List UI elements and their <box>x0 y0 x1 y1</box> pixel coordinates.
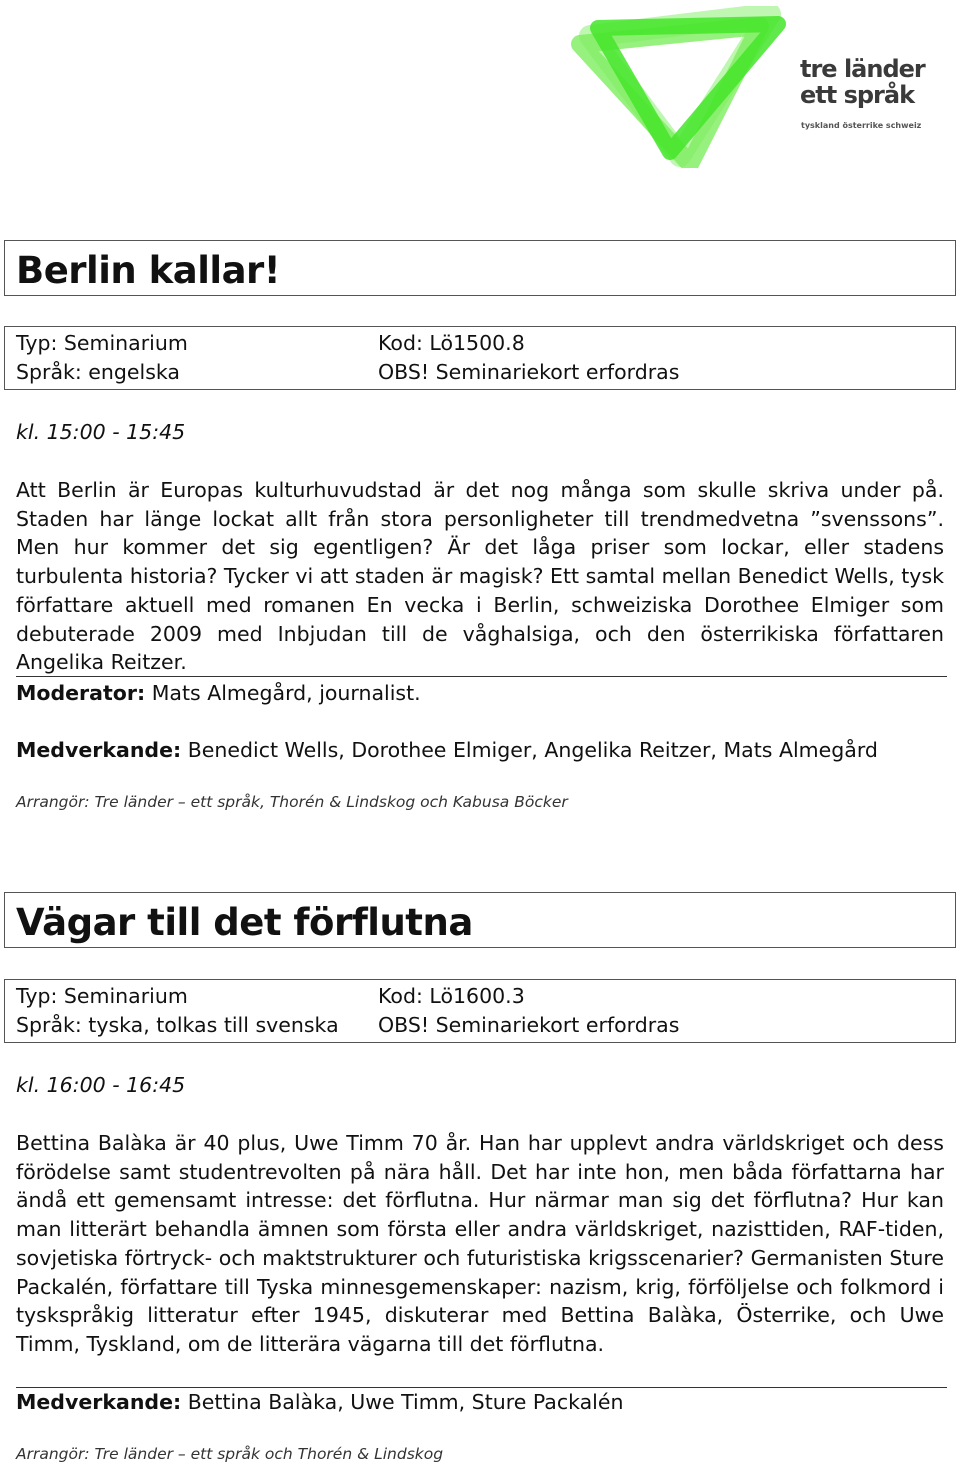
tre-lander-logo-mark <box>570 6 798 168</box>
event-type: Typ: Seminarium <box>16 331 188 355</box>
moderator-label: Moderator: <box>16 681 146 705</box>
event-language: Språk: engelska <box>16 360 180 384</box>
event-time: kl. 16:00 - 16:45 <box>16 1073 186 1097</box>
event-title: Berlin kallar! <box>16 249 281 292</box>
event-meta-box <box>4 326 956 390</box>
participants-label: Medverkande: <box>16 1390 182 1414</box>
event-time: kl. 15:00 - 15:45 <box>16 420 186 444</box>
event-note: OBS! Seminariekort erfordras <box>378 360 680 384</box>
event-title-box <box>4 892 956 948</box>
moderator-value: Mats Almegård, journalist. <box>145 681 421 705</box>
participants-line <box>16 1390 624 1414</box>
event-organizer: Arrangör: Tre länder – ett språk och Thorén & Lindskog <box>16 1445 444 1463</box>
event-title-box <box>4 240 956 296</box>
logo-subtitle: tyskland österrike schweiz <box>801 121 922 130</box>
event-code: Kod: Lö1600.3 <box>378 984 525 1008</box>
event-description: Att Berlin är Europas kulturhuvudstad är det nog många som skulle skriva under på. Staden har länge lockat allt från stora personligheter till trendmedvetna ”svenssons”. Men hur kommer det sig egentligen? Är det låga priser som lockar, eller stadens turbulenta historia? Tycker vi att staden är magisk? Ett samtal mellan Benedict Wells, tysk författare aktuell med romanen En vecka i Berlin, schweiziska Dorothee Elmiger som debuterade 2009 med Inbjudan till de våghalsiga, och den österrikiska författaren Angelika Reitzer. <box>16 478 944 675</box>
participants-value: Bettina Balàka, Uwe Timm, Sture Packalén <box>181 1390 624 1414</box>
event-code: Kod: Lö1500.8 <box>378 331 525 355</box>
event-type: Typ: Seminarium <box>16 984 188 1008</box>
participants-line <box>16 738 878 762</box>
divider <box>16 676 947 677</box>
logo-wordmark: tre länder ett språk <box>800 55 925 109</box>
participants-value: Benedict Wells, Dorothee Elmiger, Angelika Reitzer, Mats Almegård <box>181 738 878 762</box>
event-organizer: Arrangör: Tre länder – ett språk, Thorén & Lindskog och Kabusa Böcker <box>16 793 568 811</box>
event-title: Vägar till det förflutna <box>16 901 473 944</box>
event-description: Bettina Balàka är 40 plus, Uwe Timm 70 år. Han har upplevt andra världskriget och dess förödelse samt studentrevolten på nära håll. Det har inte hon, men båda författarna har ändå ett gemensamt intresse: det förflutna. Hur närmar man sig det förflutna? Hur kan man litterärt behandla ämnen som första eller andra världskriget, nazisttiden, RAF-tiden, sovjetiska förtryck- och maktstrukturer och futuristiska krigsscenarier? Germanisten Sture Packalén, författare till Tyska minnesgemenskaper: nazism, krig, förföljelse och folkmord i tyskspråkig litteratur efter 1945, diskuterar med Bettina Balàka, Österrike, och Uwe Timm, Tyskland, om de litterära vägarna till det förflutna. <box>16 1131 944 1356</box>
event-language: Språk: tyska, tolkas till svenska <box>16 1013 339 1037</box>
moderator-line <box>16 681 421 705</box>
event-meta-box <box>4 979 956 1043</box>
event-note: OBS! Seminariekort erfordras <box>378 1013 680 1037</box>
divider <box>16 1387 947 1388</box>
participants-label: Medverkande: <box>16 738 182 762</box>
